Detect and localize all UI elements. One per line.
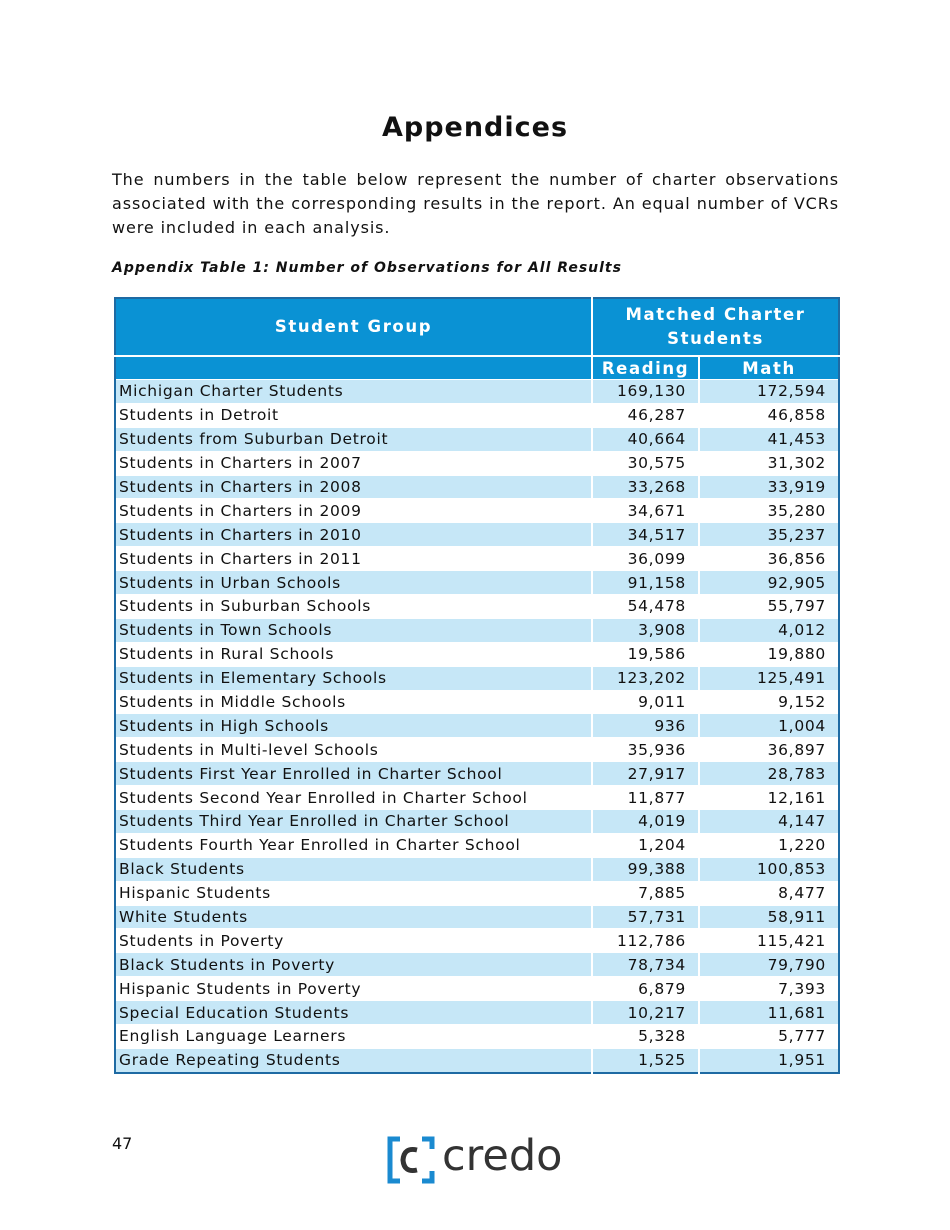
table-row [115,905,839,929]
credo-bracket-icon [386,1135,436,1185]
cell-math: 55,797 [699,595,839,619]
cell-student-group: Students in High Schools [115,714,592,738]
cell-math: 36,897 [699,738,839,762]
cell-reading: 34,671 [592,499,699,523]
table-row [115,499,839,523]
cell-student-group: Hispanic Students [115,881,592,905]
table-row [115,810,839,834]
header-blank [115,356,592,380]
cell-student-group: Black Students [115,857,592,881]
table-row [115,547,839,571]
cell-math: 12,161 [699,786,839,810]
table-row [115,881,839,905]
header-math: Math [699,356,839,380]
cell-student-group: White Students [115,905,592,929]
table-row [115,953,839,977]
cell-math: 19,880 [699,642,839,666]
cell-student-group: Students Fourth Year Enrolled in Charter School [115,833,592,857]
cell-student-group: Students in Elementary Schools [115,666,592,690]
table-row [115,857,839,881]
page-number: 47 [112,1134,133,1153]
cell-math: 35,237 [699,523,839,547]
cell-math: 1,951 [699,1048,839,1072]
cell-math: 46,858 [699,403,839,427]
cell-reading: 33,268 [592,475,699,499]
cell-reading: 169,130 [592,380,699,404]
table-row [115,714,839,738]
cell-student-group: Students Third Year Enrolled in Charter School [115,810,592,834]
cell-reading: 123,202 [592,666,699,690]
cell-math: 9,152 [699,690,839,714]
cell-reading: 54,478 [592,595,699,619]
cell-math: 11,681 [699,1001,839,1025]
cell-math: 92,905 [699,571,839,595]
cell-student-group: Hispanic Students in Poverty [115,977,592,1001]
header-reading: Reading [592,356,699,380]
cell-student-group: Students in Poverty [115,929,592,953]
cell-student-group: Michigan Charter Students [115,380,592,404]
cell-math: 79,790 [699,953,839,977]
table-row [115,595,839,619]
cell-reading: 936 [592,714,699,738]
cell-reading: 36,099 [592,547,699,571]
cell-math: 41,453 [699,427,839,451]
cell-reading: 46,287 [592,403,699,427]
cell-math: 172,594 [699,380,839,404]
cell-math: 1,220 [699,833,839,857]
table-row [115,762,839,786]
cell-student-group: Students in Charters in 2011 [115,547,592,571]
cell-reading: 1,204 [592,833,699,857]
table-row [115,642,839,666]
table-row [115,618,839,642]
cell-math: 33,919 [699,475,839,499]
cell-student-group: Students in Middle Schools [115,690,592,714]
cell-reading: 30,575 [592,451,699,475]
cell-student-group: Students in Detroit [115,403,592,427]
table-row [115,571,839,595]
cell-student-group: Students in Rural Schools [115,642,592,666]
cell-student-group: Students in Charters in 2009 [115,499,592,523]
cell-math: 31,302 [699,451,839,475]
table-row [115,380,839,404]
table-row [115,403,839,427]
cell-reading: 34,517 [592,523,699,547]
table-row [115,451,839,475]
cell-reading: 19,586 [592,642,699,666]
cell-math: 5,777 [699,1025,839,1049]
cell-math: 125,491 [699,666,839,690]
cell-reading: 5,328 [592,1025,699,1049]
cell-student-group: Black Students in Poverty [115,953,592,977]
table-row [115,427,839,451]
cell-math: 28,783 [699,762,839,786]
observations-table [114,297,840,1074]
cell-student-group: English Language Learners [115,1025,592,1049]
cell-math: 36,856 [699,547,839,571]
cell-student-group: Students in Multi-level Schools [115,738,592,762]
cell-math: 35,280 [699,499,839,523]
cell-student-group: Students in Charters in 2010 [115,523,592,547]
cell-student-group: Students First Year Enrolled in Charter School [115,762,592,786]
cell-reading: 9,011 [592,690,699,714]
cell-reading: 35,936 [592,738,699,762]
intro-paragraph: The numbers in the table below represent the number of charter observations associated with the corresponding results in the report. An equal number of VCRs were included in each analysis. [112,170,839,237]
cell-reading: 11,877 [592,786,699,810]
cell-reading: 91,158 [592,571,699,595]
credo-logo [386,1131,566,1185]
table-row [115,666,839,690]
page-title: Appendices [381,112,569,143]
cell-reading: 10,217 [592,1001,699,1025]
table-row [115,738,839,762]
cell-student-group: Grade Repeating Students [115,1048,592,1072]
table-row [115,977,839,1001]
cell-math: 58,911 [699,905,839,929]
cell-reading: 57,731 [592,905,699,929]
cell-student-group: Students Second Year Enrolled in Charter School [115,786,592,810]
cell-reading: 27,917 [592,762,699,786]
header-matched-charter-students: Matched Charter Students [592,298,839,356]
table-row [115,1001,839,1025]
cell-reading: 99,388 [592,857,699,881]
cell-math: 115,421 [699,929,839,953]
cell-student-group: Students from Suburban Detroit [115,427,592,451]
table-caption: Appendix Table 1: Number of Observations for All Results [112,260,622,276]
cell-student-group: Students in Charters in 2008 [115,475,592,499]
table-row [115,690,839,714]
cell-math: 4,012 [699,618,839,642]
table-row [115,833,839,857]
cell-reading: 7,885 [592,881,699,905]
cell-math: 100,853 [699,857,839,881]
table-row [115,786,839,810]
table-row [115,1025,839,1049]
cell-student-group: Students in Urban Schools [115,571,592,595]
logo-text: credo [442,1131,563,1181]
cell-math: 7,393 [699,977,839,1001]
table-row [115,1048,839,1072]
cell-reading: 112,786 [592,929,699,953]
cell-reading: 78,734 [592,953,699,977]
cell-student-group: Special Education Students [115,1001,592,1025]
cell-math: 1,004 [699,714,839,738]
cell-student-group: Students in Town Schools [115,618,592,642]
cell-student-group: Students in Suburban Schools [115,595,592,619]
table-row [115,929,839,953]
table-row [115,475,839,499]
cell-reading: 3,908 [592,618,699,642]
cell-math: 4,147 [699,810,839,834]
table-body [115,380,839,1073]
cell-student-group: Students in Charters in 2007 [115,451,592,475]
table-row [115,523,839,547]
cell-reading: 4,019 [592,810,699,834]
cell-reading: 1,525 [592,1048,699,1072]
cell-math: 8,477 [699,881,839,905]
cell-reading: 6,879 [592,977,699,1001]
header-student-group: Student Group [115,298,592,356]
cell-reading: 40,664 [592,427,699,451]
